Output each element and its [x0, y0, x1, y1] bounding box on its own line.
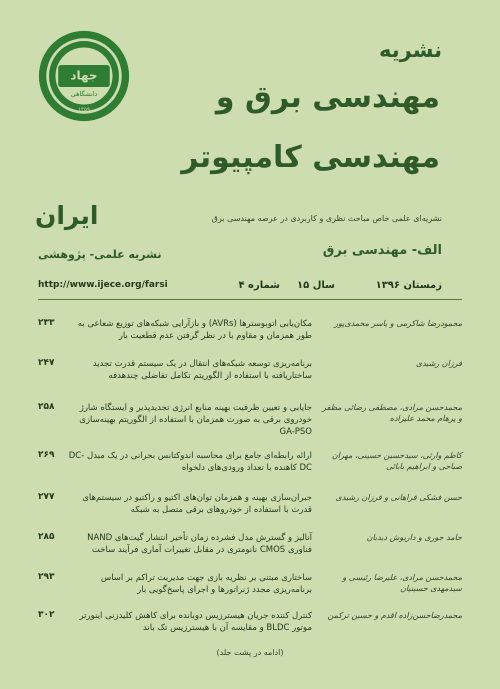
jahad-daneshgahi-seal-icon: [38, 30, 130, 122]
toc-title[interactable]: کنترل کننده جریان هیسترزیس دوبانده برای کاهش کلیدزنی اینورتر موتور BLDC و مقایسه آن با هیسترزیس تک باند: [79, 611, 312, 633]
toc-title[interactable]: آنالیز و گسترش مدل فشرده زمان تأخیر انتشار گیت‌های NAND فناوری CMOS نانومتری در مقابل تغییرات آماری فرآیند ساخت: [87, 533, 312, 555]
journal-title-line1: نشریه: [379, 38, 442, 62]
toc-authors: کاظم وارثی، سیدحسین حسینی، مهران صباحی و ابراهیم بابائی: [331, 451, 462, 471]
continued-note: (ادامه در پشت جلد): [216, 648, 284, 657]
toc-page: ۲۴۷: [38, 358, 55, 368]
divider: [38, 299, 462, 300]
toc-authors: محمدرضا‌حسن‌زاده اقدم و حسین ترکمن: [327, 611, 462, 620]
toc-authors: محمدحسن مرادی، مصطفی رضائی مظفر و پرهام محمد علیزاده: [322, 403, 462, 423]
toc-title[interactable]: جایابی و تعیین ظرفیت بهینه منابع انرژی تجدیدپذیر و ایستگاه شارژ خودروی برقی به صورت همزمان با استفاده از الگوریتم بهینه‌سازی GA-PSO: [79, 403, 312, 437]
toc-page: ۲۳۳: [38, 318, 55, 328]
journal-type: نشریه علمی- پژوهشی: [38, 248, 162, 261]
toc-page: ۲۷۷: [38, 492, 55, 502]
toc-title[interactable]: برنامه‌ریزی توسعه شبکه‌های انتقال در یک سیستم قدرت تجدید ساختاریافته با استفاده از الگوریتم تکامل تفاضلی چندهدفه: [92, 359, 312, 381]
toc-page: ۲۵۸: [38, 402, 55, 412]
logo-year-text: ۱۳۵۹: [78, 106, 90, 113]
issue-year: سال ۱۵: [297, 280, 335, 291]
journal-url[interactable]: http://www.ijece.org/farsi: [38, 280, 168, 290]
toc-page: ۳۰۲: [38, 610, 55, 620]
toc-page: ۲۹۳: [38, 572, 55, 582]
journal-title-line3: مهندسی کامپیوتر: [181, 140, 440, 175]
toc-authors: فرزان رشیدی: [415, 359, 462, 368]
issue-number: شماره ۴: [238, 280, 280, 291]
logo-main-text: جهاد: [70, 68, 98, 83]
toc-title[interactable]: جبران‌سازی بهینه و همزمان توان‌های اکتیو و راکتیو در سیستم‌های قدرت با استفاده از خودروهای برقی متصل به شبکه: [82, 493, 312, 515]
toc-title[interactable]: ارائه رابطه‌ای جامع برای محاسبه اندوکتانس بحرانی در یک مبدل DC-DC کاهنده با تعداد ورودی‌های دلخواه: [68, 451, 312, 473]
toc-authors: حسن فشکی فراهانی و فرزان رشیدی: [335, 493, 462, 502]
issue-season: زمستان ۱۳۹۶: [375, 280, 442, 291]
toc-title[interactable]: مکان‌یابی اتوبوسترها (AVRs) و بازآرایی شبکه‌های توزیع شعاعی به طور همزمان و مقاوم با در نظر گرفتن عدم قطعیت بار: [77, 319, 312, 341]
toc-page: ۲۸۵: [38, 532, 55, 542]
toc-page: ۲۶۹: [38, 450, 55, 460]
journal-title-line4: ایران: [35, 201, 99, 230]
toc-title[interactable]: ساختاری مبتنی بر نظریه بازی جهت مدیریت تراکم بر اساس برنامه‌ریزی مجدد ژنراتورها و اجرای پاسخ‌گویی بار: [100, 573, 312, 595]
toc-authors: محمدحسن مرادی، علیرضا رئیسی و سیدمهدی حسینیان: [342, 573, 462, 593]
toc-authors: محمودرضا شاکرمی و یاسر محمدی‌پور: [334, 319, 462, 328]
section-title: الف- مهندسی برق: [322, 243, 442, 258]
toc-authors: حامد جوری و داریوش دیدبان: [366, 533, 462, 542]
logo-sub-text: دانشگاهی: [70, 90, 98, 99]
journal-title-line2: مهندسی برق و: [215, 80, 440, 115]
journal-tagline: نشریه‌ای علمی خاص مباحث نظری و کاربردی در عرصه مهندسی برق: [211, 214, 442, 223]
